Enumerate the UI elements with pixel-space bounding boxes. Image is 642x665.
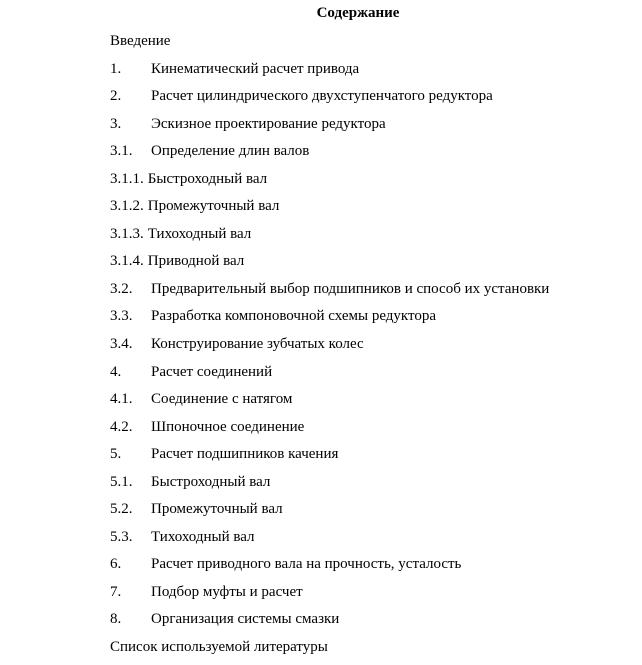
toc-entry-number: 2. xyxy=(110,88,122,105)
toc-entry-text: Тихоходный вал xyxy=(147,225,252,242)
toc-entry-3-1-1 xyxy=(110,169,640,197)
toc-entry-3 xyxy=(110,114,640,142)
toc-entry-text: Определение длин валов xyxy=(151,143,310,160)
toc-entry-number: 3.2. xyxy=(110,280,133,297)
toc-entry-number: 5.1. xyxy=(110,473,133,490)
toc-entry-5-2 xyxy=(110,499,640,527)
toc-entry-5-1 xyxy=(110,472,640,500)
toc-entry-4-2 xyxy=(110,417,640,445)
toc-entry-number: 4. xyxy=(110,363,122,380)
toc-entry-3-1-3 xyxy=(110,224,640,252)
toc-entry-text: Конструирование зубчатых колес xyxy=(151,336,364,353)
toc-entry-number: 4.2. xyxy=(110,418,133,435)
toc-entry-number: 3.1. xyxy=(110,143,133,160)
toc-entry-number: 1. xyxy=(110,60,122,77)
toc-entry-4 xyxy=(110,362,640,390)
toc-entry-text: Шпоночное соединение xyxy=(151,418,305,435)
toc-entry-3-4 xyxy=(110,334,640,362)
toc-entry-3-1-4 xyxy=(110,251,640,279)
toc-entry-3-3 xyxy=(110,306,640,334)
toc-entry-text: Эскизное проектирование редуктора xyxy=(151,115,386,132)
toc-entry-text: Соединение с натягом xyxy=(151,391,293,408)
toc-entry-text: Расчет приводного вала на прочность, усталость xyxy=(151,556,462,573)
toc-entry-number: 4.1. xyxy=(110,391,133,408)
toc-entry-6 xyxy=(110,554,640,582)
toc-entry-text: Промежуточный вал xyxy=(147,198,280,215)
toc-entry-number: 6. xyxy=(110,556,122,573)
toc-entry-text: Организация системы смазки xyxy=(151,611,340,628)
toc-entry-number: 3.1.3. xyxy=(110,225,144,242)
toc-entry-7 xyxy=(110,582,640,610)
toc-entry-number: 3.4. xyxy=(110,336,133,353)
toc-entry-number: 5.2. xyxy=(110,501,133,518)
toc-entry-text: Кинематический расчет привода xyxy=(151,60,360,77)
toc-entry-3-1-2 xyxy=(110,196,640,224)
toc-entry-1 xyxy=(110,59,640,87)
toc-intro: Введение xyxy=(110,33,171,49)
toc-list xyxy=(110,31,640,665)
toc-entry-number: 3.3. xyxy=(110,308,133,325)
toc-entry-2 xyxy=(110,86,640,114)
toc-entry-number: 3. xyxy=(110,115,122,132)
toc-entry-text: Подбор муфты и расчет xyxy=(151,583,303,600)
toc-entry-4-1 xyxy=(110,389,640,417)
toc-entry-text: Тихоходный вал xyxy=(151,528,255,545)
toc-entry-8 xyxy=(110,609,640,637)
toc-entry-text: Разработка компоновочной схемы редуктора xyxy=(151,308,437,325)
toc-entry-number: 5. xyxy=(110,446,122,463)
toc-entry-text: Расчет соединений xyxy=(151,363,273,380)
toc-entry-number: 5.3. xyxy=(110,528,133,545)
toc-entry-number: 7. xyxy=(110,583,122,600)
toc-outro: Список используемой литературы xyxy=(110,639,328,656)
toc-entry-text: Предварительный выбор подшипников и способ их установки xyxy=(151,280,550,297)
toc-entry-text: Быстроходный вал xyxy=(147,170,268,187)
toc-entry-text: Приводной вал xyxy=(147,253,245,270)
page-title: Содержание xyxy=(316,5,400,21)
toc-entry-number: 3.1.4. xyxy=(110,253,144,270)
toc-entry-text: Расчет цилиндрического двухступенчатого редуктора xyxy=(151,88,493,105)
toc-entry-number: 3.1.1. xyxy=(110,170,144,187)
toc-entry-5-3 xyxy=(110,527,640,555)
toc-entry-number: 3.1.2. xyxy=(110,198,144,215)
toc-entry-3-1 xyxy=(110,141,640,169)
toc-entry-text: Быстроходный вал xyxy=(151,473,271,490)
toc-entry-text: Промежуточный вал xyxy=(151,501,283,518)
toc-entry-text: Расчет подшипников качения xyxy=(151,446,339,463)
toc-entry-3-2 xyxy=(110,279,640,307)
toc-entry-5 xyxy=(110,444,640,472)
toc-entry-number: 8. xyxy=(110,611,122,628)
